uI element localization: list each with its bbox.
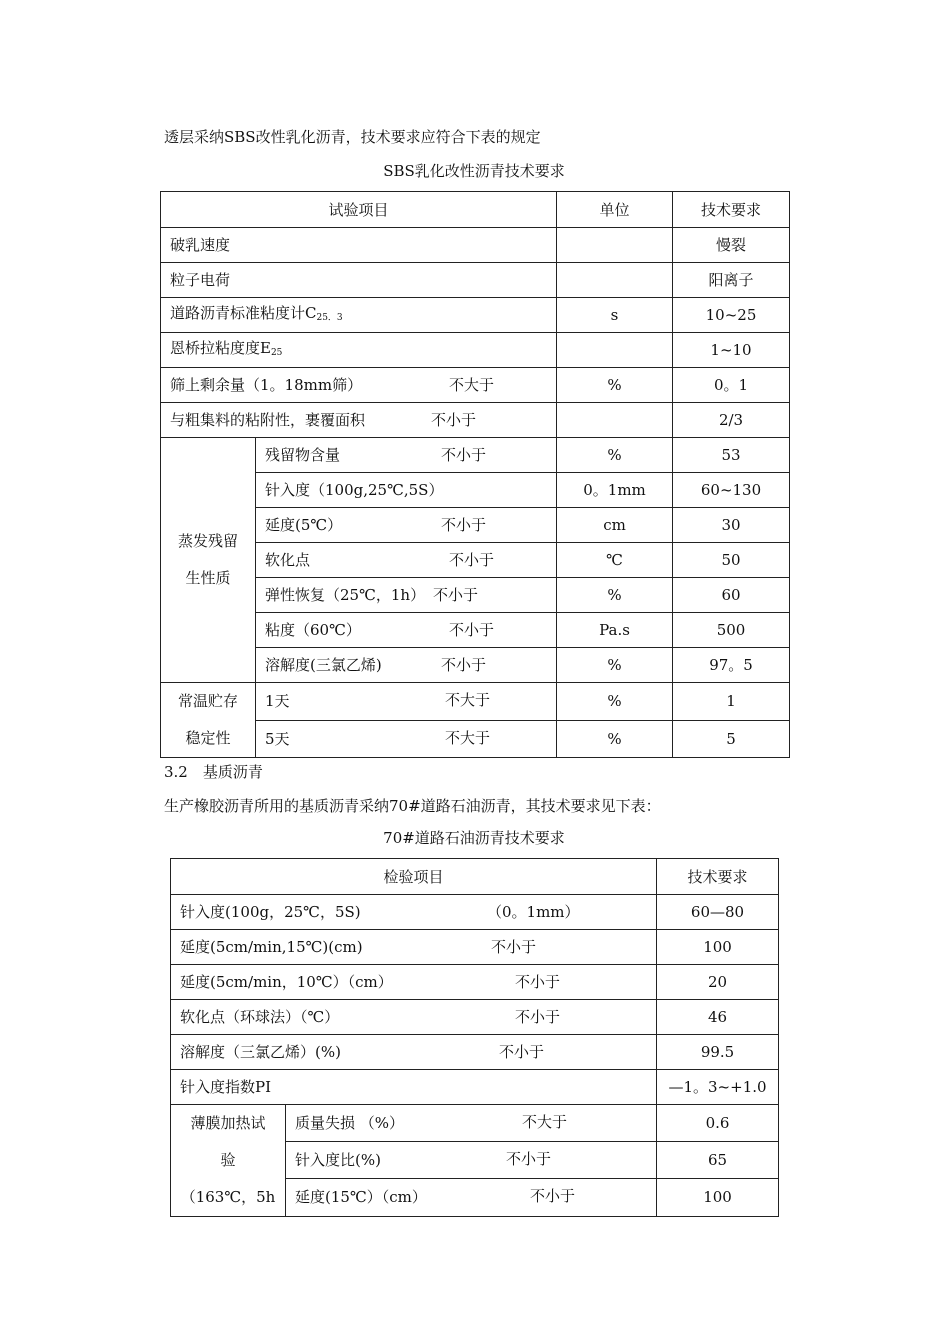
row-item-cell <box>171 895 657 930</box>
row-item: 软化点 <box>265 551 311 569</box>
row-item-cell <box>256 508 557 543</box>
row-item-cell <box>256 578 557 613</box>
row-qualifier: 不大于 <box>445 691 491 709</box>
sbs-requirements-table <box>160 191 790 758</box>
table-row <box>161 228 790 263</box>
row-qualifier: 不小于 <box>491 938 537 956</box>
row-qualifier: 不小于 <box>433 586 479 604</box>
row-qualifier: 不小于 <box>530 1186 576 1205</box>
table-row <box>171 965 779 1000</box>
row-item: 溶解度(三氯乙烯) <box>265 656 382 674</box>
row-qualifier: 不小于 <box>499 1043 545 1061</box>
row-value: 65 <box>657 1141 779 1178</box>
row-qualifier: 不小于 <box>515 1008 561 1026</box>
row-unit: % <box>557 683 673 721</box>
group-label-line: 常温贮存 <box>177 692 238 710</box>
header-unit: 单位 <box>557 192 673 228</box>
row-item: 延度(5cm/min，10℃）（cm） <box>180 973 393 991</box>
row-value: 慢裂 <box>673 228 790 263</box>
row-item: 破乳速度 <box>161 228 557 263</box>
row-item-cell <box>256 720 557 758</box>
row-item: 道路沥青标准粘度计C <box>170 303 317 322</box>
row-unit: % <box>557 438 673 473</box>
row-qualifier: 不小于 <box>449 551 495 569</box>
row-unit <box>557 403 673 438</box>
table-row <box>171 930 779 965</box>
row-unit: % <box>557 578 673 613</box>
group-label-line: 蒸发残留 <box>177 532 238 550</box>
row-item: 延度(5℃） <box>265 516 343 534</box>
row-value: 60—80 <box>657 895 779 930</box>
row-qualifier: 不大于 <box>449 376 495 394</box>
row-qualifier: 不小于 <box>515 973 561 991</box>
section-heading: 3.2 基质沥青 <box>164 763 263 781</box>
group-label-thin-film-heating <box>171 1105 286 1217</box>
row-value: 阳离子 <box>673 263 790 298</box>
table-row <box>161 578 790 613</box>
row-value: 20 <box>657 965 779 1000</box>
table-row <box>161 263 790 298</box>
row-qualifier: 不小于 <box>441 516 487 534</box>
section-text: 生产橡胶沥青所用的基质沥青采纳70#道路石油沥青，其技术要求见下表： <box>164 797 661 815</box>
group-label-line: 稳定性 <box>185 729 231 747</box>
row-item-cell <box>256 438 557 473</box>
row-value: 1 <box>673 683 790 721</box>
row-value: 60~130 <box>673 473 790 508</box>
table-row <box>161 683 790 721</box>
table-row <box>161 403 790 438</box>
group-label-line: 薄膜加热试 <box>190 1114 266 1132</box>
row-item: 粒子电荷 <box>161 263 557 298</box>
row-item: 恩桥拉粘度度E <box>170 338 271 357</box>
row-value: 2/3 <box>673 403 790 438</box>
table-row <box>171 1000 779 1035</box>
row-item-cell <box>256 473 557 508</box>
row-item-cell <box>256 543 557 578</box>
row-qualifier: 不小于 <box>431 411 477 429</box>
table-row <box>161 473 790 508</box>
group-label-evaporation-residue <box>161 438 256 683</box>
row-unit: % <box>557 368 673 403</box>
row-value: 30 <box>673 508 790 543</box>
table-row <box>161 613 790 648</box>
header-item: 检验项目 <box>171 859 657 895</box>
group-label-line: 验 <box>220 1151 236 1169</box>
row-item-cell <box>256 613 557 648</box>
row-unit: Pa.s <box>557 613 673 648</box>
table-header-row <box>161 192 790 228</box>
row-item-cell <box>161 368 557 403</box>
row-qualifier: 不小于 <box>441 446 487 464</box>
row-value: 1~10 <box>673 333 790 368</box>
group-label-line: 生性质 <box>185 569 231 587</box>
table-row <box>171 895 779 930</box>
row-item: 筛上剩余量（1。18mm筛） <box>170 376 363 394</box>
table1-title: SBS乳化改性沥青技术要求 <box>383 162 565 180</box>
row-item-cell <box>171 965 657 1000</box>
table-row <box>171 1105 779 1142</box>
row-item-cell <box>161 403 557 438</box>
row-value: 50 <box>673 543 790 578</box>
row-item: 软化点（环球法）（℃） <box>180 1008 340 1026</box>
row-item: 粘度（60℃） <box>265 621 361 639</box>
row-item-with-subscript <box>161 333 557 368</box>
row-item-cell <box>256 648 557 683</box>
row-item: 针入度指数PI <box>171 1070 657 1105</box>
row-item: 5天 <box>265 729 290 748</box>
row-item: 针入度(100g，25℃，5S) <box>180 903 361 921</box>
row-item: 质量失损 （%） <box>295 1113 405 1132</box>
row-unit <box>557 228 673 263</box>
row-item: 残留物含量 <box>265 446 341 464</box>
row-unit: s <box>557 298 673 333</box>
row-value: 100 <box>657 930 779 965</box>
row-value: 500 <box>673 613 790 648</box>
row-value: 0.6 <box>657 1105 779 1142</box>
row-unit: ℃ <box>557 543 673 578</box>
row-item: 弹性恢复（25℃，1h） <box>265 586 426 604</box>
base-asphalt-requirements-table <box>170 858 779 1217</box>
header-requirement: 技术要求 <box>657 859 779 895</box>
row-value: 97。5 <box>673 648 790 683</box>
row-item: 延度(15℃）（cm） <box>295 1188 427 1207</box>
row-qualifier: 不小于 <box>506 1149 552 1168</box>
row-unit: 0。1mm <box>557 473 673 508</box>
row-item-with-subscript <box>161 298 557 333</box>
row-item: 针入度比(%) <box>295 1150 381 1169</box>
table-row <box>161 720 790 758</box>
group-label-storage-stability <box>161 683 256 758</box>
row-unit: % <box>557 720 673 758</box>
row-item: 溶解度（三氯乙烯）(%) <box>180 1043 341 1061</box>
row-value: 10~25 <box>673 298 790 333</box>
row-value: 100 <box>657 1178 779 1216</box>
row-item-cell <box>286 1178 657 1216</box>
row-unit: % <box>557 648 673 683</box>
row-item-cell <box>286 1141 657 1178</box>
row-unit: cm <box>557 508 673 543</box>
table-row <box>161 648 790 683</box>
row-item: 1天 <box>265 692 290 711</box>
row-item-subscript: 25．3 <box>316 312 343 323</box>
row-value: 60 <box>673 578 790 613</box>
row-item-subscript: 25 <box>270 347 283 358</box>
row-item-cell <box>171 930 657 965</box>
row-item: 延度(5cm/min,15℃)(cm) <box>180 938 363 956</box>
row-value: 53 <box>673 438 790 473</box>
row-item-cell <box>171 1000 657 1035</box>
row-qualifier: 不小于 <box>449 621 495 639</box>
row-item-cell <box>286 1105 657 1142</box>
table-row <box>171 1035 779 1070</box>
table-row <box>161 368 790 403</box>
row-qualifier: 不大于 <box>445 728 491 747</box>
header-item: 试验项目 <box>161 192 557 228</box>
table-header-row <box>171 859 779 895</box>
table-row <box>161 438 790 473</box>
table-row <box>161 543 790 578</box>
header-requirement: 技术要求 <box>673 192 790 228</box>
row-value: 5 <box>673 720 790 758</box>
table-row <box>171 1070 779 1105</box>
row-qualifier: 不大于 <box>522 1113 568 1131</box>
intro-text: 透层采纳SBS改性乳化沥青，技术要求应符合下表的规定 <box>164 128 541 146</box>
row-item-cell <box>171 1035 657 1070</box>
row-value: 99.5 <box>657 1035 779 1070</box>
row-value: 0。1 <box>673 368 790 403</box>
row-item: 与粗集料的粘附性，裹覆面积 <box>170 411 366 429</box>
row-qualifier: 不小于 <box>441 656 487 674</box>
row-unit <box>557 263 673 298</box>
table-row <box>161 508 790 543</box>
table-row <box>161 298 790 333</box>
table-row <box>161 333 790 368</box>
table2-title: 70#道路石油沥青技术要求 <box>383 829 565 847</box>
row-item: 针入度（100g,25℃,5S） <box>265 481 444 499</box>
row-value: —1。3~+1.0 <box>657 1070 779 1105</box>
row-qualifier: （0。1mm） <box>487 903 580 921</box>
row-value: 46 <box>657 1000 779 1035</box>
row-unit <box>557 333 673 368</box>
group-label-line: （163℃，5h <box>180 1188 276 1206</box>
row-item-cell <box>256 683 557 721</box>
